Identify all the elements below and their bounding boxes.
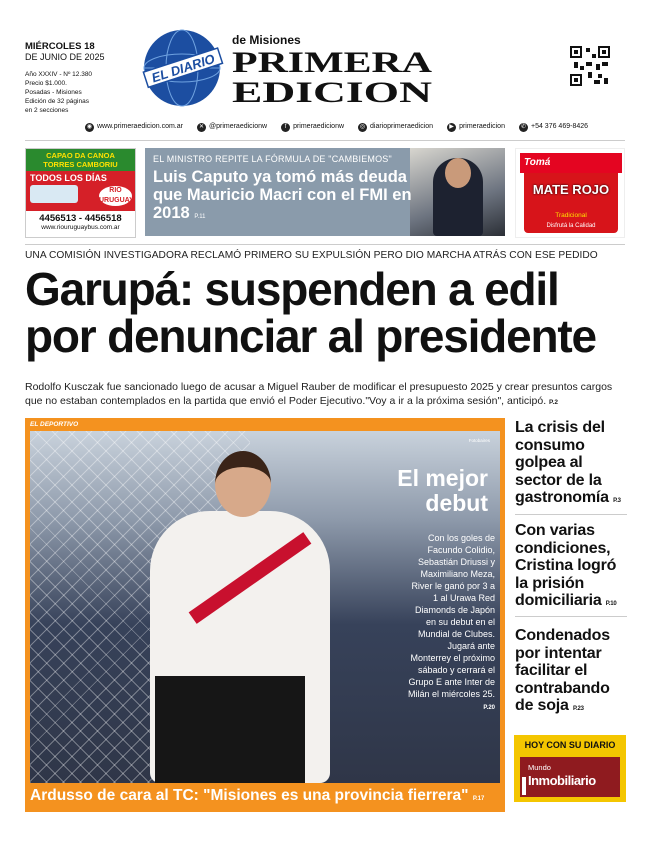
player-head — [215, 451, 271, 517]
sidebar-headline — [515, 419, 627, 511]
sidebar-headline-text: Con varias condiciones, Cristina logró la prisión domiciliaria — [515, 522, 617, 609]
sport-page: P.20 — [483, 705, 495, 711]
ad-web: www.riouruguaybus.com.ar — [41, 224, 120, 231]
ad-everyday: TODOS LOS DÍAS — [30, 173, 107, 183]
facebook-icon: f — [281, 123, 290, 132]
edition-meta — [25, 70, 125, 115]
ardusso-headline[interactable] — [30, 786, 500, 809]
today-title: HOY CON SU DIARIO — [524, 740, 616, 750]
social-label: @primeraedicionw — [208, 122, 268, 130]
ad-line: CAPAO DA CANOA — [46, 151, 115, 160]
globe-icon: ◉ — [86, 123, 93, 130]
meta-line: en 2 secciones — [25, 107, 69, 114]
sidebar-story[interactable] — [515, 419, 627, 515]
sports-feature[interactable] — [25, 418, 505, 812]
sidebar-headline — [515, 627, 627, 719]
footer-text: Ardusso de cara al TC: "Misiones es una provincia fierrera" — [30, 787, 469, 804]
main-lead — [25, 381, 625, 409]
supplement-cover — [520, 757, 620, 797]
social-label: www.primeraedicion.com.ar — [97, 122, 183, 130]
sidebar-page: P.23 — [572, 706, 584, 712]
social-whatsapp[interactable] — [519, 123, 588, 132]
sidebar-page: P.3 — [613, 498, 621, 504]
promo-kicker: EL MINISTRO REPITE LA FÓRMULA DE "CAMBIEMOS" — [153, 154, 392, 164]
promo-page: P.11 — [194, 214, 206, 220]
caputo-story-teaser[interactable] — [145, 148, 505, 236]
sport-title: El mejor debut — [397, 465, 488, 516]
logo-line1: PRIMERA — [232, 46, 433, 79]
section-label: EL DEPORTIVO — [30, 421, 79, 428]
promo-headline — [153, 168, 423, 226]
supplement-small: Mundo — [528, 763, 551, 772]
player-shorts — [155, 676, 305, 783]
qr-code[interactable] — [570, 46, 610, 86]
meta-line: Edición de 32 páginas — [25, 98, 89, 105]
footer-page: P.17 — [472, 796, 485, 802]
main-kicker: UNA COMISIÓN INVESTIGADORA RECLAMÓ PRIMERO SU EXPULSIÓN PERO DIO MARCHA ATRÁS CON ESE PEDIDO — [25, 250, 598, 261]
ad-brand-name: MATE ROJO — [532, 182, 610, 197]
logo-line2: EDICION — [232, 76, 433, 108]
ad-phone: 4456513 - 4456518 — [39, 213, 122, 224]
ad-slogan: Disfrutá la Calidad — [546, 223, 596, 229]
today-supplement[interactable] — [514, 735, 626, 802]
ad-destinations — [26, 149, 135, 171]
sport-body — [405, 532, 495, 714]
social-label: diarioprimeraedicion — [370, 122, 434, 130]
social-label: primeraedicion — [459, 122, 505, 130]
ad-tagline: Tradicional — [555, 212, 587, 219]
bus-icon — [30, 185, 78, 203]
social-instagram[interactable] — [358, 123, 433, 132]
sidebar-story[interactable] — [515, 522, 627, 617]
divider — [25, 244, 625, 245]
edition-day: MIÉRCOLES 18 — [25, 41, 95, 52]
mate-rojo-ad[interactable] — [515, 148, 625, 238]
sport-body-text: Con los goles de Facundo Colidio, Sebastián Driussi y Maximiliano Meza, River le ganó por 3 a 1 al Urawa Red Diamonds de Japón en su debut en el Mundial de Clubes. Jugará ante Monterrey el próximo sábado y cerrará el Grupo E ante Inter de Milán el miércoles 25. — [407, 533, 495, 699]
ad-brand: RIO URUGUAY — [99, 187, 134, 204]
supplement-big: Inmobiliario — [528, 773, 596, 788]
newspaper-logo[interactable] — [140, 28, 440, 108]
youtube-icon: ▶ — [447, 123, 456, 132]
sidebar-headline-text: La crisis del consumo golpea al sector de la gastronomía — [515, 419, 609, 506]
logo-small: de Misiones — [232, 33, 301, 47]
ad-toma: Tomá — [520, 153, 622, 173]
supplement-mark — [522, 777, 526, 795]
social-links — [85, 120, 605, 134]
photo-credit: Fotobaires — [468, 438, 490, 443]
ad-line: TORRES CAMBORIU — [43, 160, 118, 169]
bus-ad[interactable] — [25, 148, 136, 238]
edition-month: DE JUNIO DE 2025 — [25, 52, 105, 62]
edition-date — [25, 41, 125, 63]
river-player-photo — [30, 431, 500, 783]
x-icon: ✕ — [198, 123, 204, 130]
whatsapp-icon: ✆ — [520, 123, 526, 130]
social-youtube[interactable] — [447, 123, 505, 132]
ad-banner — [26, 171, 135, 211]
logo-badge: EL DIARIO — [149, 50, 217, 86]
divider — [25, 140, 625, 141]
social-label: +54 376 469-8426 — [530, 122, 589, 130]
sidebar-headline-text: Condenados por intentar facilitar el contrabando de soja — [515, 627, 610, 714]
person-face — [445, 158, 471, 188]
promo-headline-text: Luis Caputo ya tomó más deuda que Mauricio Macri con el FMI en 2018 — [153, 168, 412, 222]
sidebar-story[interactable] — [515, 627, 627, 722]
sidebar-headline — [515, 522, 627, 614]
lead-text: Rodolfo Kusczak fue sancionado luego de acusar a Miguel Rauber de modificar el presupuesto 2025 y crear presuntos cargos que no estaban contemplados en la partida que envió el Poder Ejecutivo."Voy a ir a la próxima sesión", anticipó. — [25, 381, 613, 407]
meta-line: Año XXXIV - Nº 12.380 — [25, 71, 93, 78]
meta-line: Precio $1.000. — [25, 80, 67, 87]
meta-line: Posadas - Misiones — [25, 89, 82, 96]
social-label: primeraedicionw — [293, 122, 345, 130]
social-x[interactable] — [197, 123, 267, 132]
lead-page: P.2 — [549, 398, 558, 406]
social-web[interactable] — [85, 123, 183, 132]
main-headline[interactable]: Garupá: suspenden a edil por denunciar al presidente — [25, 263, 596, 362]
instagram-icon: ◎ — [359, 123, 366, 130]
sidebar-page: P.10 — [605, 601, 617, 607]
social-facebook[interactable] — [281, 123, 344, 132]
